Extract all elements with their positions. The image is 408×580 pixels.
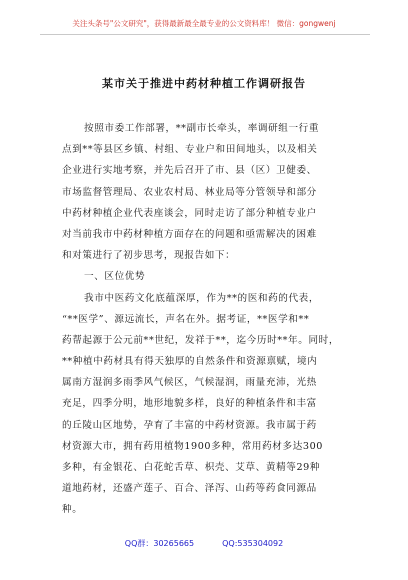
paragraph-line: “**医学”、源远流长，声名在外。据考证，**医学和** (62, 313, 310, 325)
document-title: 某市关于推进中药材种植工作调研报告 (102, 77, 306, 90)
paragraph-line: 点到**等县区乡镇、村组、专业户和田间地头，以及相关 (62, 144, 318, 156)
paragraph-line: 多种，有金银花、白花蛇舌草、枳壳、艾草、黄精等29种 (62, 462, 321, 473)
paragraph-line: 对当前我市中药材种植方面存在的问题和亟需解决的困难 (62, 228, 317, 240)
qq-group-label: QQ群：30265665 (124, 539, 195, 548)
paragraph-line: 充足，四季分明，地形地貌多样，良好的种植条件和丰富 (62, 398, 317, 410)
paragraph-line: 按照市委工作部署，**副市长牵头，率调研组一行重 (84, 123, 320, 134)
footer-contact (0, 538, 408, 549)
paragraph-line: **种植中药材具有得天独厚的自然条件和资源禀赋，境内 (62, 356, 318, 368)
paragraph-line: 道地药材，还盛产莲子、百合、泽泻、山药等药食同源品 (62, 483, 317, 495)
paragraph-line: 药帮起源于公元前**世纪，发祥于**，迄今历时**年。同时， (62, 334, 340, 346)
paragraph-line: 和对策进行了初步思考，现报告如下： (62, 250, 236, 262)
paragraph-line: 的丘陵山区地势，孕育了丰富的中药材资源。我市属于药 (62, 419, 317, 431)
paragraph-line: 种。 (62, 504, 83, 516)
paragraph-line: 市场监督管理局、农业农村局、林业局等分管领导和部分 (62, 186, 317, 198)
qq-contact-label: QQ:535304092 (222, 539, 284, 548)
section-heading: 一、区位优势 (84, 271, 146, 283)
paragraph-line: 属南方湿润多雨季风气候区，气候湿润，雨量充沛，光热 (62, 377, 317, 389)
paragraph-line: 我市中医药文化底蕴深厚，作为**的医和药的代表， (84, 292, 320, 304)
paragraph-line: 中药材种植企业代表座谈会，同时走访了部分种植专业户 (62, 207, 317, 219)
paragraph-line: 企业进行实地考察，并先后召开了市、县（区）卫健委、 (62, 165, 317, 177)
paragraph-line: 材资源大市，拥有药用植物1900多种，常用药材多达300 (62, 440, 323, 452)
header-divider (40, 34, 370, 35)
document-body (62, 118, 362, 521)
header-banner: 关注头条号"公文研究"，获得最新最全最专业的公文资料库！ 微信：gongwenj (72, 19, 336, 28)
